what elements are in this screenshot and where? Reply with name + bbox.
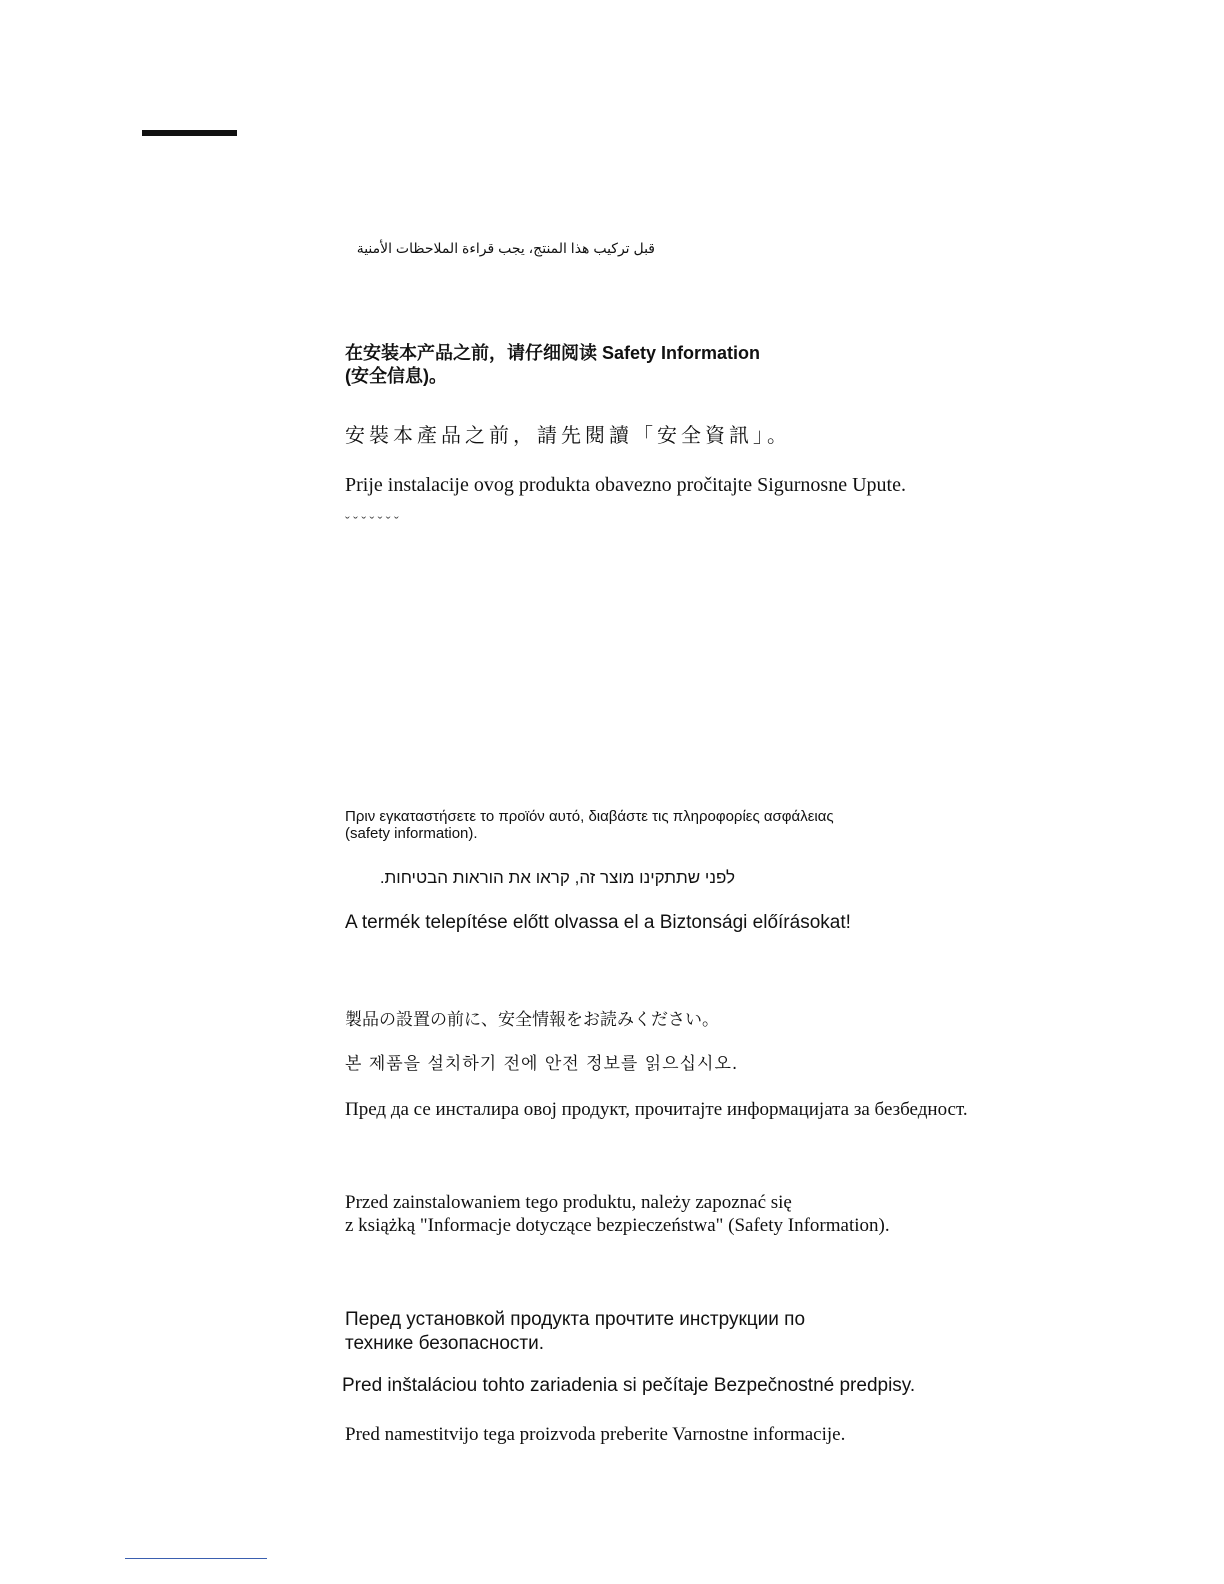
notice-croatian: Prije instalacije ovog produkta obavezno pročitajte Sigurnosne Upute. — [345, 474, 906, 496]
notice-simplified-chinese-line1: 在安装本产品之前，请仔细阅读 Safety Information — [345, 343, 761, 363]
notice-traditional-chinese: 安裝本產品之前，請先閱讀「安全資訊」。 — [345, 423, 791, 447]
notice-russian-line1: Перед установкой продукта прочтите инструкции по — [345, 1309, 806, 1330]
bottom-rule — [125, 1558, 267, 1559]
notice-polish-line1: Przed zainstalowaniem tego produktu, należy zapoznać się — [345, 1192, 792, 1213]
notice-macedonian: Пред да се инсталира овој продукт, прочитајте информацијата за безбедност. — [345, 1099, 968, 1120]
notice-slovak: Pred inštaláciou tohto zariadenia si pečítaje Bezpečnostné predpisy. — [342, 1375, 916, 1396]
notice-simplified-chinese — [345, 342, 760, 387]
notice-arabic: قبل تركيب هذا المنتج، يجب قراءة الملاحظات الأمنية — [356, 240, 655, 256]
notice-slovenian: Pred namestitvijo tega proizvoda preberite Varnostne informacije. — [345, 1424, 846, 1445]
top-rule — [142, 130, 237, 136]
notice-simplified-chinese-line2: (安全信息)。 — [345, 365, 447, 386]
notice-polish-line2: z książką "Informacje dotyczące bezpieczeństwa" (Safety Information). — [345, 1215, 890, 1237]
notice-japanese: 製品の設置の前に、安全情報をお読みください。 — [345, 1010, 719, 1030]
notice-greek-line1: Πριν εγκαταστήσετε το προϊόν αυτό, διαβάστε τις πληροφορίες ασφάλειας — [345, 808, 834, 825]
notice-greek-line2: (safety information). — [345, 825, 478, 843]
notice-polish — [345, 1191, 890, 1237]
notice-hebrew: לפני שתתקינו מוצר זה, קראו את הוראות הבטיחות. — [379, 868, 735, 887]
notice-russian-line2: технике безопасности. — [345, 1332, 545, 1354]
notice-korean: 본 제품을 설치하기 전에 안전 정보를 읽으십시오. — [345, 1054, 739, 1074]
notice-czech-marks: ˇ ˇ ˇ ˇ ˇ ˇ ˇ — [345, 515, 399, 530]
notice-hungarian: A termék telepítése előtt olvassa el a Biztonsági előírásokat! — [345, 912, 851, 933]
notice-greek — [345, 808, 834, 843]
notice-russian — [345, 1308, 805, 1356]
